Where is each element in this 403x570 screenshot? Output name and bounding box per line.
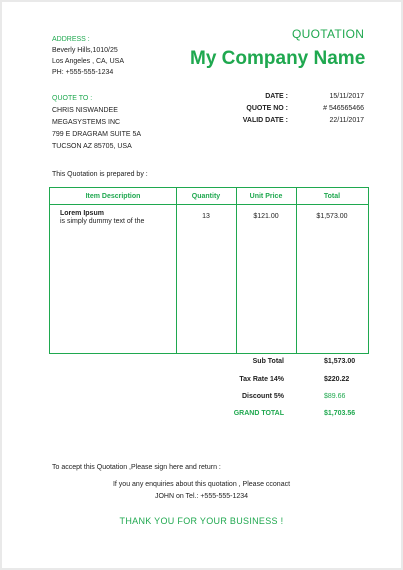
date-label: DATE : <box>265 93 288 100</box>
item-title: Lorem Ipsum <box>60 210 104 217</box>
address-line: Beverly Hills,1010/25 <box>52 47 118 54</box>
prepared-by-text: This Quotation is prepared by : <box>52 171 148 178</box>
date-value: 15/11/2017 <box>329 93 364 100</box>
valid-date-label: VALID DATE : <box>242 117 288 124</box>
grand-total-label: GRAND TOTAL <box>233 410 284 417</box>
item-subtitle: is simply dummy text of the <box>60 218 145 225</box>
col-header-unit-price: Unit Price <box>236 188 296 205</box>
company-name: My Company Name <box>190 48 366 69</box>
quote-no-label: QUOTE NO : <box>246 105 288 112</box>
quote-to-line: CHRIS NISWANDEE <box>52 107 118 114</box>
discount-value: $89.66 <box>324 393 346 400</box>
quote-to-line: MEGASYSTEMS INC <box>52 119 121 126</box>
address-line: PH: +555-555-1234 <box>52 69 114 76</box>
tax-label: Tax Rate 14% <box>239 376 284 383</box>
accept-instruction: To accept this Quotation ,Please sign here and return : <box>52 464 221 471</box>
valid-date-value: 22/11/2017 <box>329 117 364 124</box>
item-unit-price: $121.00 <box>253 213 279 220</box>
discount-label: Discount 5% <box>241 393 284 400</box>
contact-text: JOHN on Tel.: +555-555-1234 <box>154 493 249 500</box>
quote-to-label: QUOTE TO : <box>52 95 93 102</box>
quote-to-line: 799 E DRAGRAM SUITE 5A <box>52 131 142 138</box>
quote-to-line: TUCSON AZ 85705, USA <box>52 143 132 150</box>
col-header-quantity: Quantity <box>176 188 236 205</box>
item-quantity: 13 <box>202 213 210 220</box>
grand-total-value: $1,703.56 <box>324 410 356 417</box>
tax-value: $220.22 <box>324 376 350 383</box>
doc-title: QUOTATION <box>292 27 365 41</box>
address-line: Los Angeles , CA, USA <box>52 58 124 65</box>
subtotal-label: Sub Total <box>252 358 284 365</box>
col-header-description: Item Description <box>50 188 176 205</box>
items-table <box>49 187 369 354</box>
quote-no-value: # 546565466 <box>323 105 364 112</box>
quotation-page <box>2 2 401 568</box>
enquiry-text: If you any enquiries about this quotation , Please cconact <box>112 481 291 488</box>
thank-you-text: THANK YOU FOR YOUR BUSINESS ! <box>119 516 284 526</box>
subtotal-value: $1,573.00 <box>324 358 356 365</box>
item-total: $1,573.00 <box>316 213 348 220</box>
col-header-total: Total <box>296 188 368 205</box>
address-label: ADDRESS : <box>52 36 90 43</box>
